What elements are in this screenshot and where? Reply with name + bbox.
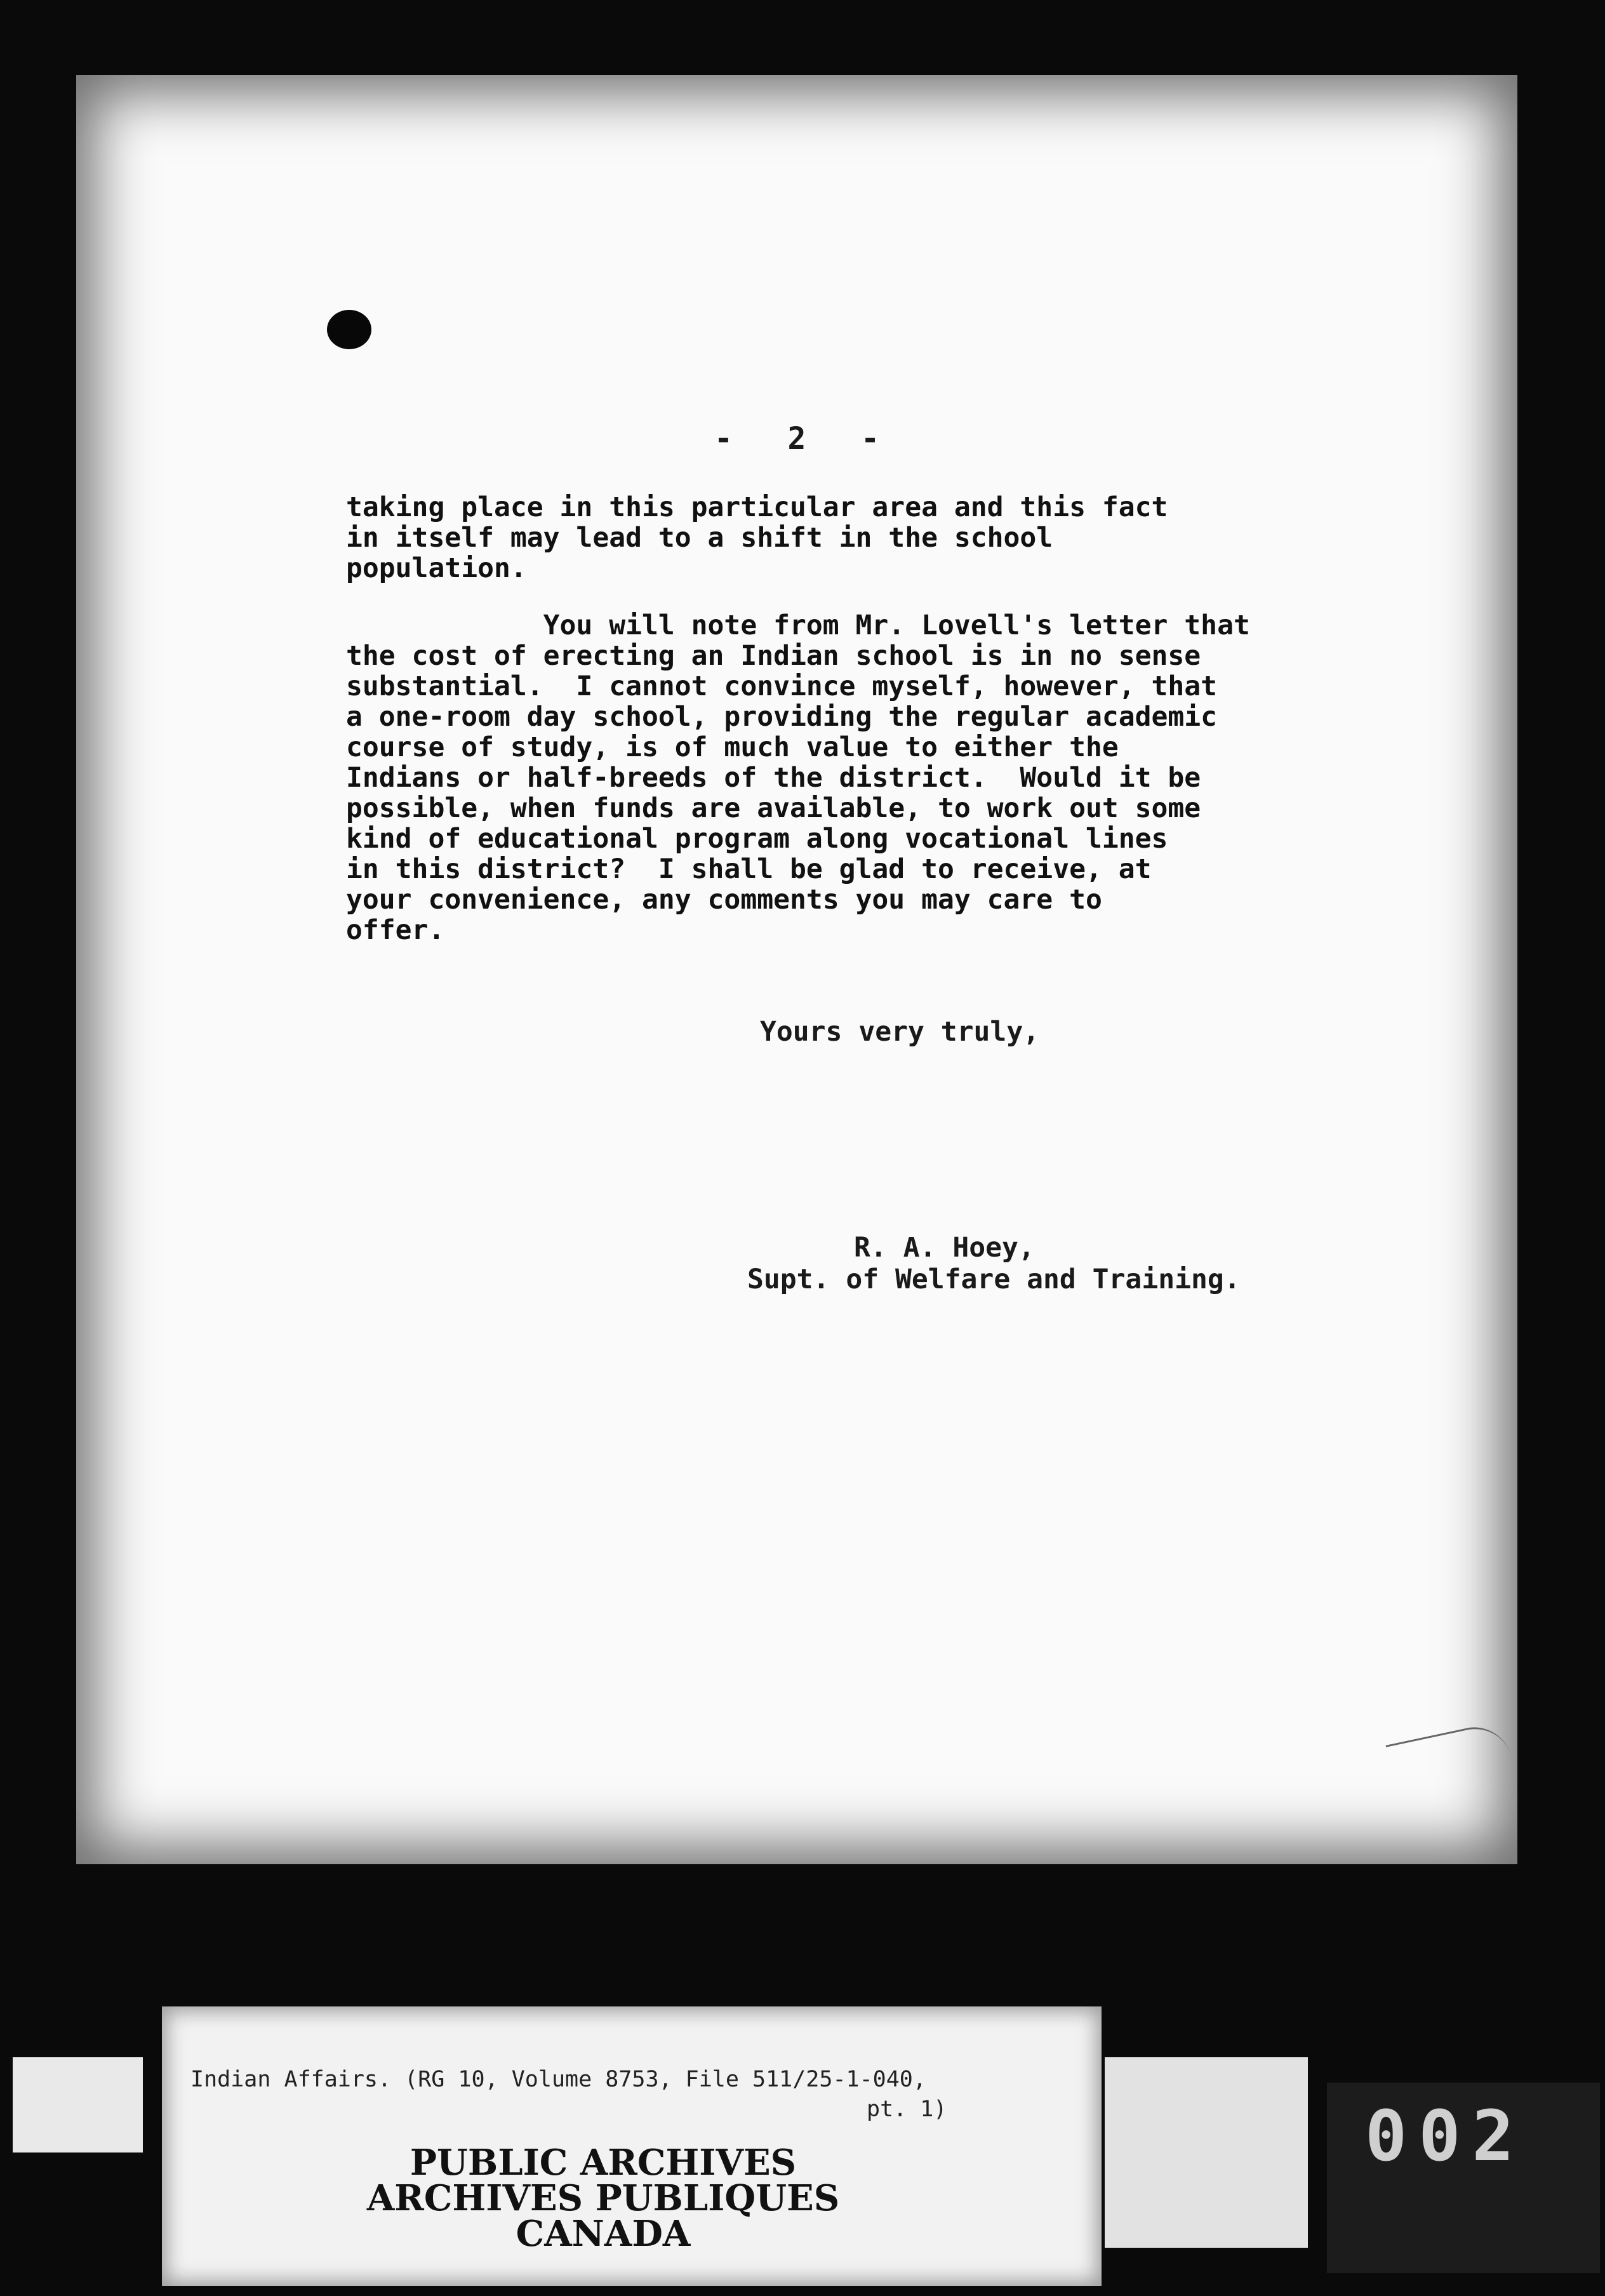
archive-stamp bbox=[356, 2142, 851, 2255]
letter-closing: Yours very truly, bbox=[760, 1016, 1040, 1048]
paper-edge-mark bbox=[1385, 1720, 1515, 1803]
stamp-line-2: ARCHIVES PUBLIQUES bbox=[366, 2177, 840, 2219]
paragraph-1: taking place in this particular area and this fact in itself may lead to a shift in the school population. bbox=[346, 491, 1168, 584]
signature-title: Supt. of Welfare and Training. bbox=[747, 1264, 1241, 1295]
letter-body bbox=[346, 492, 1362, 945]
page-number: - 2 - bbox=[714, 421, 880, 457]
signature-name: R. A. Hoey, bbox=[854, 1232, 1035, 1264]
archive-reference: Indian Affairs. (RG 10, Volume 8753, File 511/25-1-040, bbox=[190, 2067, 926, 2092]
stamp-line-1: PUBLIC ARCHIVES bbox=[410, 2142, 797, 2184]
label-backing-left bbox=[13, 2057, 143, 2152]
document-page bbox=[76, 75, 1517, 1864]
punch-hole bbox=[327, 310, 371, 349]
stamp-line-3: CANADA bbox=[516, 2213, 691, 2255]
archive-reference-part: pt. 1) bbox=[867, 2097, 947, 2122]
paragraph-2-text: You will note from Mr. Lovell's letter that the cost of erecting an Indian school is in no sense substantial. I cannot convince myself, however, that a one-room day school, providing the regular academic course of study, is of much value to either the Indians or half-breeds of the district. Would it be possible, when funds are available, to work out some kind of educational program along vocational lines in this district? I shall be glad to receive, at your convenience, any comments you may care to offer. bbox=[346, 610, 1250, 946]
frame-counter bbox=[1327, 2083, 1600, 2273]
frame-counter-digits: 002 bbox=[1365, 2095, 1526, 2177]
paragraph-2 bbox=[346, 610, 1362, 945]
label-backing-right bbox=[1105, 2057, 1308, 2248]
